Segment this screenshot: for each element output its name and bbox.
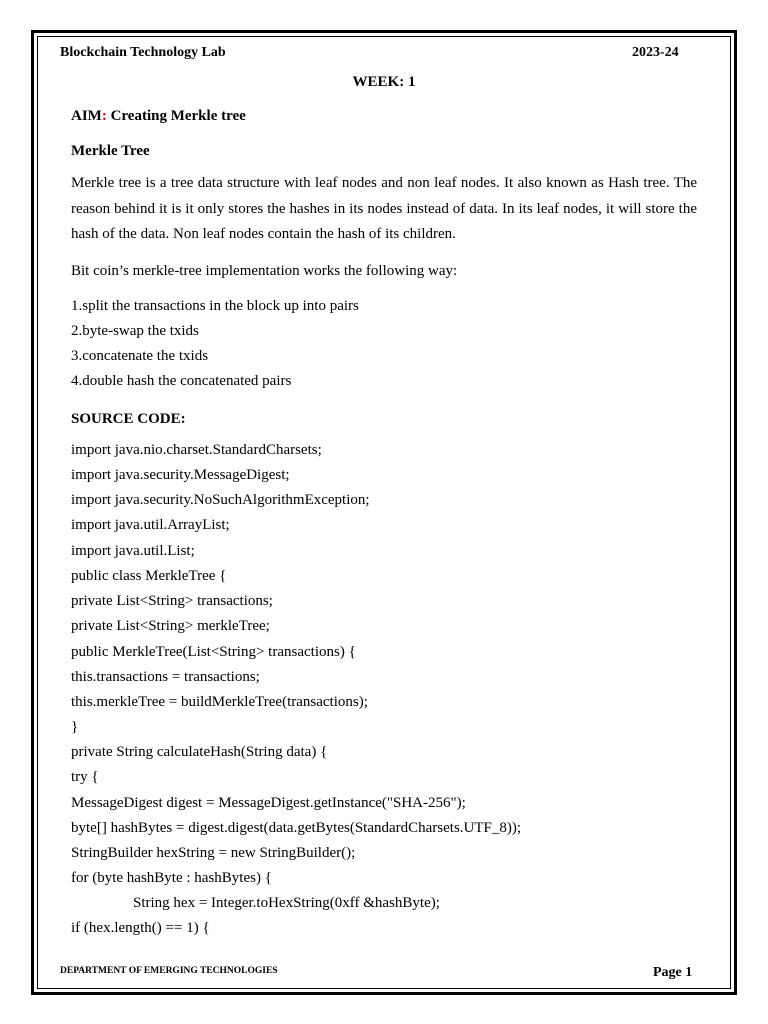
source-code-title: SOURCE CODE: [71, 411, 186, 427]
code-line: } [71, 719, 79, 735]
code-line: String hex = Integer.toHexString(0xff &hashByte); [133, 895, 440, 911]
aim-text: Creating Merkle tree [106, 108, 246, 124]
code-line: if (hex.length() == 1) { [71, 920, 210, 936]
header-course-title: Blockchain Technology Lab [60, 45, 226, 60]
code-line: this.merkleTree = buildMerkleTree(transactions); [71, 694, 368, 710]
code-line: private List<String> merkleTree; [71, 618, 270, 634]
code-line: this.transactions = transactions; [71, 669, 260, 685]
code-line: public class MerkleTree { [71, 568, 227, 584]
code-line: for (byte hashByte : hashBytes) { [71, 870, 272, 886]
code-line: try { [71, 769, 99, 785]
header-year: 2023-24 [632, 45, 679, 60]
code-line: import java.security.NoSuchAlgorithmException; [71, 492, 370, 508]
code-line: private String calculateHash(String data) { [71, 744, 328, 760]
footer-department: DEPARTMENT OF EMERGING TECHNOLOGIES [60, 966, 278, 976]
step-item: 1.split the transactions in the block up into pairs [71, 298, 359, 314]
step-item: 2.byte-swap the txids [71, 323, 199, 339]
footer-page-number: Page 1 [653, 965, 693, 980]
step-item: 3.concatenate the txids [71, 348, 209, 364]
code-line: byte[] hashBytes = digest.digest(data.getBytes(StandardCharsets.UTF_8)); [71, 820, 522, 836]
section-title: Merkle Tree [71, 143, 150, 159]
code-line: import java.util.ArrayList; [71, 517, 230, 533]
code-line: StringBuilder hexString = new StringBuilder(); [71, 845, 356, 861]
intro-text: Bit coin’s merkle-tree implementation works the following way: [71, 263, 458, 279]
code-line: import java.security.MessageDigest; [71, 467, 290, 483]
aim-label: AIM [71, 108, 102, 124]
step-item: 4.double hash the concatenated pairs [71, 373, 292, 389]
code-line: private List<String> transactions; [71, 593, 273, 609]
code-line: import java.nio.charset.StandardCharsets; [71, 442, 322, 458]
description-paragraph: Merkle tree is a tree data structure with leaf nodes and non leaf nodes. It also known as Hash tree. The reason behind it is it only stores the hashes in its nodes instead of data. In its leaf nodes, it will store the hash of the data. Non leaf nodes contain the hash of its children. [71, 175, 697, 242]
code-line: import java.util.List; [71, 543, 195, 559]
week-title: WEEK: 1 [352, 74, 416, 90]
aim-colon: : [101, 108, 107, 124]
aim-line [71, 108, 246, 125]
code-line: MessageDigest digest = MessageDigest.getInstance("SHA-256"); [71, 795, 466, 811]
code-line: public MerkleTree(List<String> transactions) { [71, 644, 356, 660]
